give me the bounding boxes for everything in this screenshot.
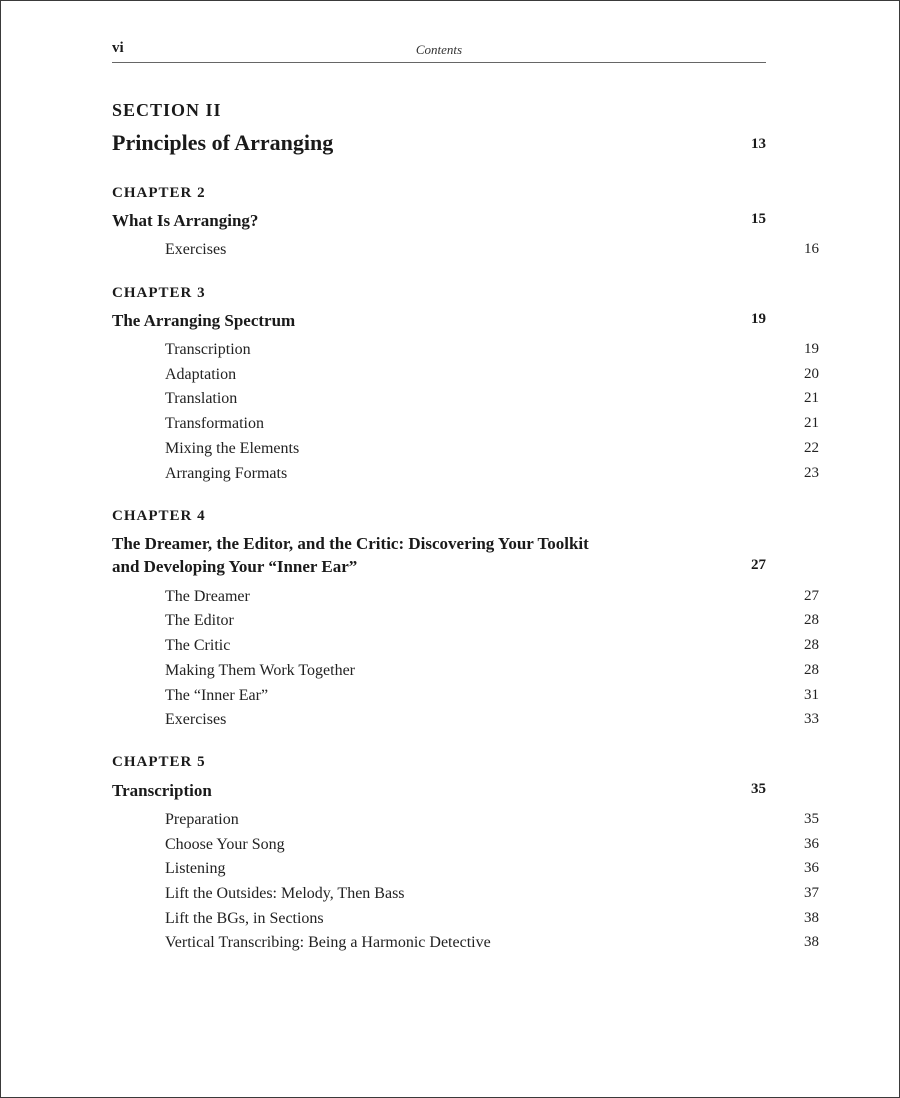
section-title: Principles of Arranging [112,130,334,155]
entry-page: 36 [804,836,819,852]
entry-page: 28 [804,662,819,678]
entry-title: Transcription [165,341,251,358]
entry-page: 31 [804,687,819,703]
entry-title: The Critic [165,637,231,654]
section-label: SECTION II [112,100,222,120]
toc-entry[interactable] [112,811,819,829]
chapter-label: CHAPTER 3 [112,285,206,301]
entry-title: Adaptation [165,366,237,383]
entry-page: 28 [804,637,819,653]
entry-title: Choose Your Song [165,836,285,853]
entry-title: Translation [165,390,238,407]
toc-entry[interactable] [112,390,819,408]
toc-entry[interactable] [112,241,819,259]
entry-title: Making Them Work Together [165,662,356,679]
entry-page: 38 [804,934,819,950]
toc-entry[interactable] [112,588,819,606]
entry-page: 21 [804,390,819,406]
toc-entry[interactable] [112,415,819,433]
entry-page: 21 [804,415,819,431]
chapter-title: Transcription [112,781,212,800]
toc-entry[interactable] [112,934,819,952]
toc-entry[interactable] [112,440,819,458]
chapter-title-cont: and Developing Your “Inner Ear” [112,557,358,576]
entry-title: The “Inner Ear” [165,687,269,704]
chapter-title-row[interactable] [112,211,766,231]
entry-page: 16 [804,241,819,257]
chapter-page: 27 [751,557,766,573]
toc-entry[interactable] [112,687,819,705]
running-title: Contents [415,42,463,57]
toc-entry[interactable] [112,612,819,630]
header-rule [112,62,766,63]
chapter-label: CHAPTER 4 [112,508,206,524]
entry-page: 37 [804,885,819,901]
entry-title: Preparation [165,811,239,828]
chapter-title-row[interactable] [112,557,766,577]
chapter-title-line1[interactable] [112,534,766,554]
entry-page: 20 [804,366,819,382]
entry-title: Mixing the Elements [165,440,300,457]
entry-title: Transformation [165,415,264,432]
chapter-title-row[interactable] [112,311,766,331]
toc-entry[interactable] [112,341,819,359]
toc-entry[interactable] [112,465,819,483]
toc-entry[interactable] [112,910,819,928]
chapter-page: 15 [751,211,766,227]
chapter-page: 19 [751,311,766,327]
chapter-title: What Is Arranging? [112,211,259,230]
entry-page: 27 [804,588,819,604]
entry-title: Exercises [165,241,227,258]
toc-entry[interactable] [112,860,819,878]
entry-title: Lift the BGs, in Sections [165,910,324,927]
entry-page: 22 [804,440,819,456]
chapter-title: The Dreamer, the Editor, and the Critic: Discovering Your Toolkit [112,534,589,553]
chapter-label: CHAPTER 5 [112,754,206,770]
section-page: 13 [751,136,766,152]
entry-page: 36 [804,860,819,876]
toc-entry[interactable] [112,711,819,729]
entry-page: 28 [804,612,819,628]
entry-page: 19 [804,341,819,357]
toc-entry[interactable] [112,885,819,903]
entry-page: 33 [804,711,819,727]
entry-title: Listening [165,860,226,877]
entry-page: 23 [804,465,819,481]
entry-title: The Dreamer [165,588,250,605]
entry-page: 35 [804,811,819,827]
page-header [112,40,766,64]
toc-entry[interactable] [112,662,819,680]
page-number: vi [112,40,124,56]
chapter-title-row[interactable] [112,781,766,801]
entry-page: 38 [804,910,819,926]
entry-title: Arranging Formats [165,465,288,482]
chapter-page: 35 [751,781,766,797]
section-title-row[interactable] [112,130,766,156]
chapter-title: The Arranging Spectrum [112,311,296,330]
entry-title: The Editor [165,612,234,629]
entry-title: Exercises [165,711,227,728]
chapter-label: CHAPTER 2 [112,185,206,201]
entry-title: Vertical Transcribing: Being a Harmonic Detective [165,934,491,951]
toc-entry[interactable] [112,366,819,384]
entry-title: Lift the Outsides: Melody, Then Bass [165,885,405,902]
toc-entry[interactable] [112,836,819,854]
toc-entry[interactable] [112,637,819,655]
